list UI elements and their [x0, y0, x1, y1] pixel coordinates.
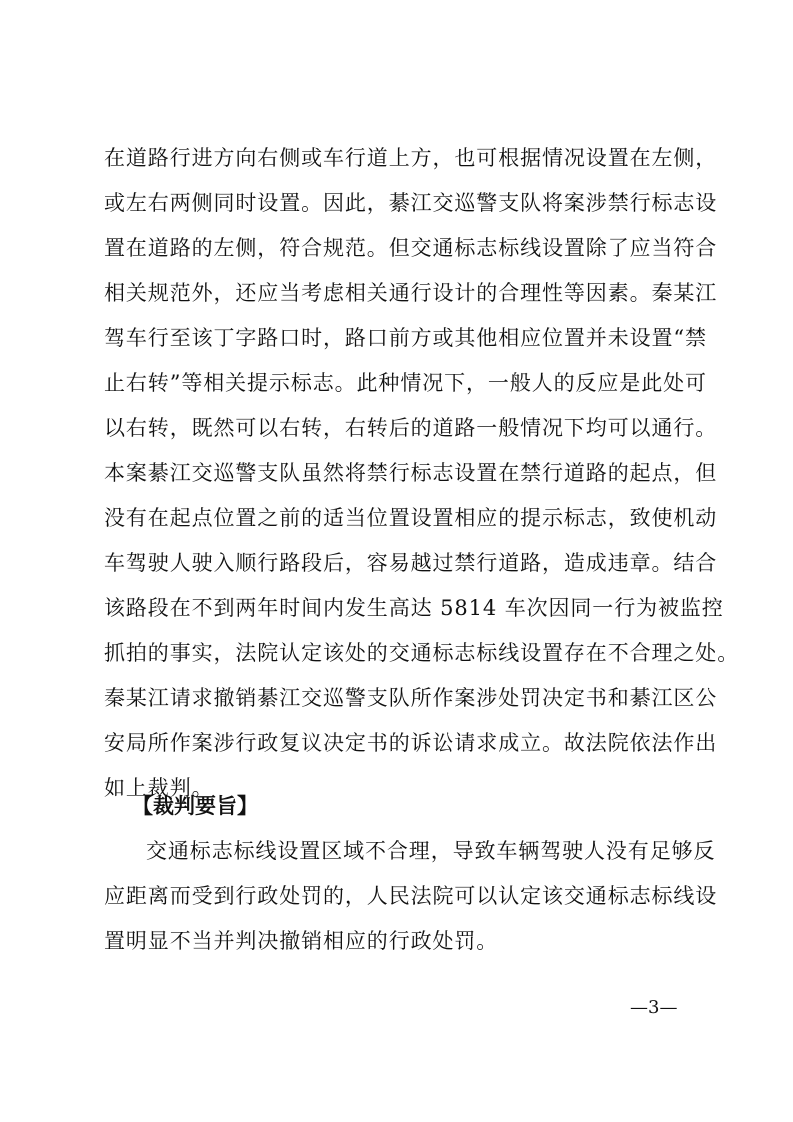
gist-section	[104, 784, 718, 964]
paragraph-line: 如上裁判。	[104, 776, 214, 800]
gist-line: 交通标志标线设置区域不合理，导致车辆驾驶人没有足够反	[146, 839, 716, 863]
paragraph-line: 没有在起点位置之前的适当位置设置相应的提示标志，致使机动	[104, 506, 718, 530]
paragraph-line: 驾车行至该丁字路口时，路口前方或其他相应位置并未设置“禁	[104, 326, 707, 350]
paragraph-line: 或左右两侧同时设置。因此，綦江交巡警支队将案涉禁行标志设	[104, 191, 718, 215]
gist-line: 置明显不当并判决撤销相应的行政处罚。	[104, 929, 499, 953]
paragraph-line: 秦某江请求撤销綦江交巡警支队所作案涉处罚决定书和綦江区公	[104, 686, 718, 710]
body-paragraph	[104, 136, 740, 811]
paragraph-line: 以右转，既然可以右转，右转后的道路一般情况下均可以通行。	[104, 416, 718, 440]
section-heading: 【裁判要旨】	[132, 794, 258, 818]
paragraph-line: 安局所作案涉行政复议决定书的诉讼请求成立。故法院依法作出	[104, 731, 718, 755]
paragraph-line: 在道路行进方向右侧或车行道上方，也可根据情况设置在左侧，	[104, 146, 718, 170]
paragraph-line: 止右转”等相关提示标志。此种情况下，一般人的反应是此处可	[104, 371, 707, 395]
paragraph-line: 本案綦江交巡警支队虽然将禁行标志设置在禁行道路的起点，但	[104, 461, 718, 485]
paragraph-line: 相关规范外，还应当考虑相关通行设计的合理性等因素。秦某江	[104, 281, 718, 305]
paragraph-line: 该路段在不到两年时间内发生高达 5814 车次因同一行为被监控	[104, 596, 724, 620]
paragraph-line: 抓拍的事实，法院认定该处的交通标志标线设置存在不合理之处。	[104, 641, 740, 665]
paragraph-line: 车驾驶人驶入顺行路段后，容易越过禁行道路，造成违章。结合	[104, 551, 718, 575]
gist-line: 应距离而受到行政处罚的，人民法院可以认定该交通标志标线设	[104, 884, 718, 908]
page-number: —3—	[630, 997, 678, 1018]
paragraph-line: 置在道路的左侧，符合规范。但交通标志标线设置除了应当符合	[104, 236, 718, 260]
